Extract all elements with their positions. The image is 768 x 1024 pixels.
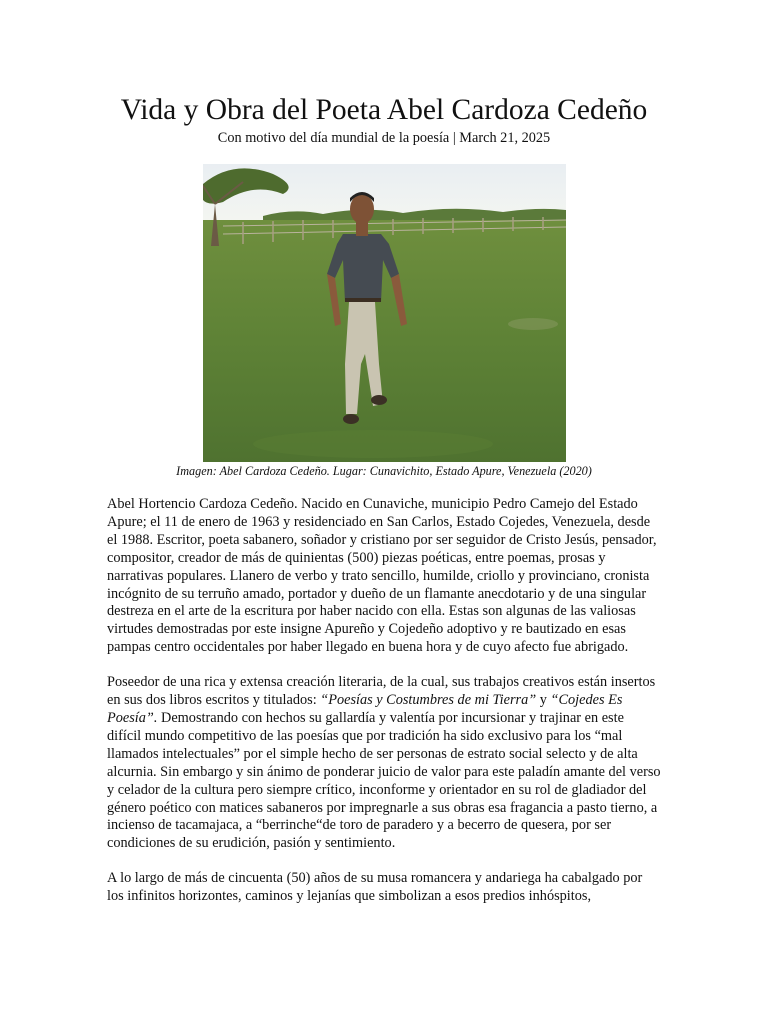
paragraph-3: A lo largo de más de cincuenta (50) años de su musa romancera y andariega ha cabalgado por los infinitos horizontes, caminos y lejanías que simbolizan a esos predios inhóspitos, bbox=[107, 870, 643, 905]
paragraph-2-intro: Poseedor de una rica y extensa creación literaria, de la cual, sus trabajos creativos están insertos en sus dos libros escritos y titulados: bbox=[107, 674, 656, 709]
paragraph-2 bbox=[107, 674, 661, 853]
article bbox=[107, 92, 661, 906]
article-title: Vida y Obra del Poeta Abel Cardoza Cedeño bbox=[120, 94, 648, 126]
book-title-2: “Cojedes Es Poesía”. bbox=[107, 692, 623, 726]
image-caption: Imagen: Abel Cardoza Cedeño. Lugar: Cunavichito, Estado Apure, Venezuela (2020) bbox=[176, 464, 592, 478]
poet-photo bbox=[203, 164, 566, 462]
paragraph-2-conjunction: y bbox=[536, 692, 551, 709]
paragraph-2-body: Demostrando con hechos su gallardía y valentía por incursionar y trajinar en este difícil mundo competitivo de las poesías que por tradición ha sido exclusivo para los “mal llamados intelectuales” por el simple hecho de ser personas de estrato social selecto y de alta alcurnia. Sin embargo y sin ánimo de ponderar juicio de valor para este paladín amante del verso y celador de la cultura pero siempre crítico, inconforme y orientador en su rol de gladiador del género poético con matices sabaneros por impregnarle a sus obras esa fragancia a pasto tierno, a incienso de tacamajaca, a “berrinche“de toro de paradero y a becerro de quesera, por ser condiciones de su erudición, pasión y sentimiento. bbox=[107, 709, 661, 852]
article-subtitle: Con motivo del día mundial de la poesía | March 21, 2025 bbox=[217, 130, 551, 146]
book-title-1: “Poesías y Costumbres de mi Tierra” bbox=[320, 692, 537, 709]
paragraph-1: Abel Hortencio Cardoza Cedeño. Nacido en Cunaviche, municipio Pedro Camejo del Estado Apure; el 11 de enero de 1963 y residenciado en San Carlos, Estado Cojedes, Venezuela, desde el 1988. Escritor, poeta sabanero, soñador y cristiano por ser seguidor de Cristo Jesús, pensador, compositor, creador de más de quinientas (500) piezas poéticas, entre poemas, prosas y narrativas populares. Llanero de verbo y trato sencillo, humilde, criollo y provinciano, cronista incógnito de su terruño amado, portador y dueño de un flamante anecdotario y de una singular destreza en el arte de la escritura por haber nacido con ella. Estas son algunas de las valiosas virtudes demostradas por este insigne Apureño y Cojedeño adoptivo y re bautizado en esas pampas centro occidentales por haber llegado en buena hora y de cuyo afecto fue abrigado. bbox=[107, 496, 657, 656]
